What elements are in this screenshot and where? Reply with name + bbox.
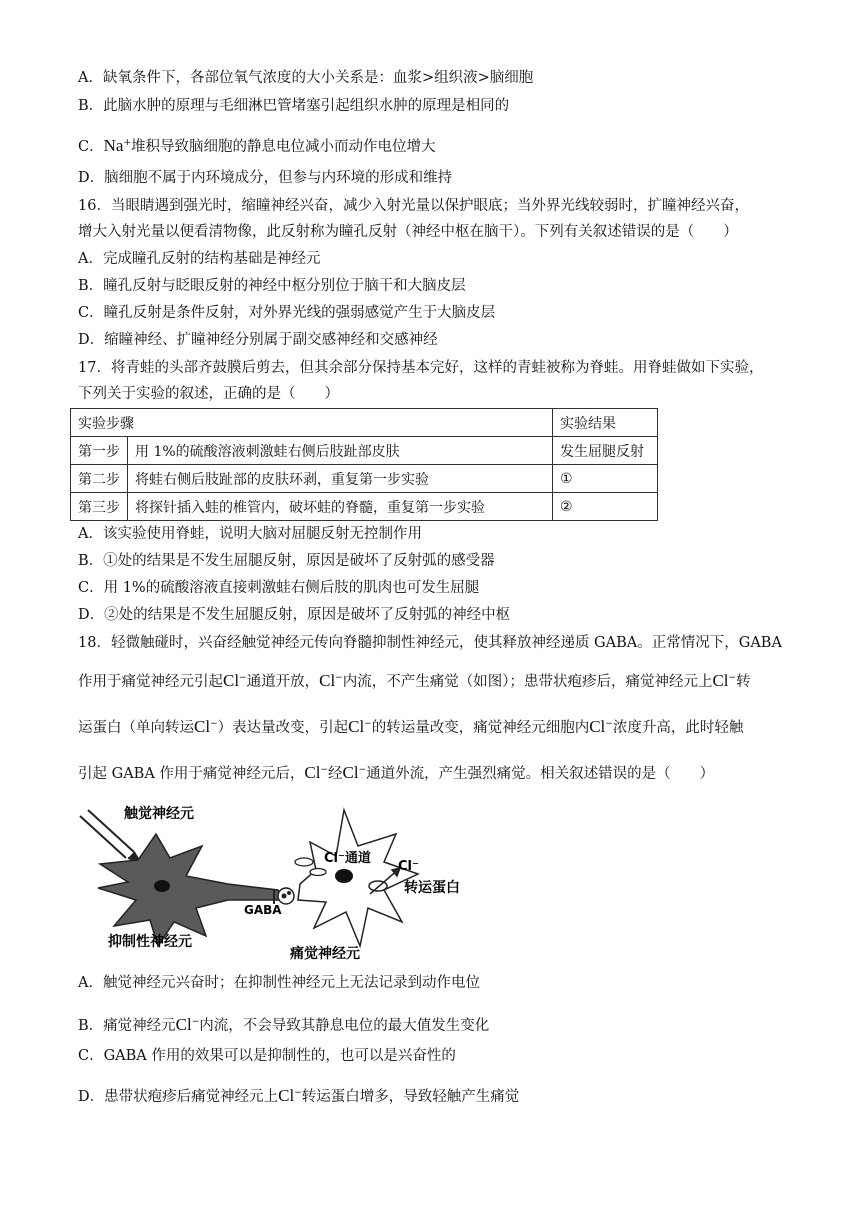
text-segment: 内流，不产生痛觉（如图）；患带状疱疹后，痛觉神经元上 (342, 674, 713, 690)
q16-stem-line1: 16．当眼睛遇到强光时，缩瞳神经兴奋，减少入射光量以保护眼底；当外界光线较弱时，扩瞳神经兴奋， (78, 198, 749, 214)
chloride-symbol: Cl (342, 763, 359, 782)
inhibitory-neuron-body (98, 834, 282, 946)
q18-option-d (78, 1083, 519, 1107)
q15-option-a: A．缺氧条件下，各部位氧气浓度的大小关系是：血浆>组织液>脑细胞 (78, 70, 534, 86)
q16-option-a: A．完成瞳孔反射的结构基础是神经元 (78, 251, 321, 267)
text-segment: ）表达量改变，引起 (217, 720, 349, 736)
chloride-symbol: Cl (175, 1015, 192, 1034)
pain-neuron-label: 痛觉神经元 (290, 946, 360, 962)
desc-cell: 将蛙右侧后肢趾部的皮肤环剥，重复第一步实验 (128, 465, 553, 493)
chloride-symbol: Cl (194, 717, 211, 736)
chloride-symbol: Cl (223, 671, 240, 690)
chloride-charge: − (210, 719, 218, 729)
chloride-symbol: Cl (278, 1086, 295, 1105)
text-segment: 浓度升高，此时轻触 (612, 720, 744, 736)
q15-option-d: D．脑细胞不属于内环境成分，但参与内环境的形成和维持 (78, 170, 453, 186)
experiment-table (70, 408, 658, 521)
q15-option-c-text: 堆积导致脑细胞的静息电位减小而动作电位增大 (130, 139, 436, 155)
cl-channel-shape (295, 858, 313, 866)
q17-stem-line2: 下列关于实验的叙述，正确的是（ ） (78, 386, 339, 402)
result-cell: 发生屈腿反射 (553, 437, 658, 465)
chloride-symbol: Cl (319, 671, 336, 690)
q18-option-a: A．触觉神经元兴奋时；在抑制性神经元上无法记录到动作电位 (78, 975, 480, 991)
table-row (71, 465, 658, 493)
sodium-charge: + (123, 138, 131, 148)
text-segment: 通道外流，产生强烈痛觉。相关叙述错误的是（ ） (366, 766, 715, 782)
header-steps: 实验步骤 (71, 409, 553, 437)
chloride-charge: − (320, 765, 329, 775)
chloride-symbol: Cl (304, 763, 321, 782)
text-segment: D．患带状疱疹后痛觉神经元上 (78, 1089, 279, 1105)
cl-channel-label: Cl⁻通道 (324, 851, 371, 866)
table-header-row (71, 409, 658, 437)
inhibitory-nucleus (154, 880, 170, 892)
q17-stem-line1: 17．将青蛙的头部齐鼓膜后剪去，但其余部分保持基本完好，这样的青蛙被称为脊蛙。用脊蛙做如下实验， (78, 360, 764, 376)
text-segment: 引起 GABA 作用于痛觉神经元后， (78, 766, 305, 782)
q15-option-c (78, 133, 435, 157)
text-segment: 作用于痛觉神经元引起 (78, 674, 223, 690)
q17-option-a: A．该实验使用脊蛙，说明大脑对屈腿反射无控制作用 (78, 526, 422, 542)
desc-cell: 用 1%的硫酸溶液刺激蛙右侧后肢趾部皮肤 (128, 437, 553, 465)
touch-neuron-label: 触觉神经元 (124, 806, 194, 822)
q16-option-b: B．瞳孔反射与眨眼反射的神经中枢分别位于脑干和大脑皮层 (78, 278, 466, 294)
inhibitory-neuron-label: 抑制性神经元 (108, 934, 192, 950)
q16-option-c: C．瞳孔反射是条件反射，对外界光线的强弱感觉产生于大脑皮层 (78, 305, 496, 321)
chloride-symbol: Cl (589, 717, 606, 736)
desc-cell: 将探针插入蛙的椎管内，破坏蛙的脊髓，重复第一步实验 (128, 493, 553, 521)
gaba-label: GABA (244, 903, 282, 917)
text-segment: 的转运量改变，痛觉神经元细胞内 (371, 720, 590, 736)
q17-option-d: D．②处的结果是不发生屈腿反射，原因是破坏了反射弧的神经中枢 (78, 607, 511, 623)
sodium-symbol: Na (103, 136, 124, 155)
pain-neuron-body (298, 810, 418, 946)
pain-nucleus (335, 869, 353, 883)
chloride-symbol: Cl (712, 671, 729, 690)
chloride-charge: − (358, 765, 367, 775)
q18-stem-line4 (78, 760, 714, 784)
text-segment: 通道开放， (246, 674, 320, 690)
chloride-charge: − (335, 673, 343, 683)
q16-stem-line2: 增大入射光量以便看清物像，此反射称为瞳孔反射（神经中枢在脑干）。下列有关叙述错误的是（ ） (78, 224, 738, 240)
table-row (71, 493, 658, 521)
q17-option-c: C．用 1%的硫酸溶液直接刺激蛙右侧后肢的肌肉也可发生屈腿 (78, 580, 480, 596)
cl-ion-label: Cl⁻ (398, 859, 419, 874)
step-cell: 第二步 (71, 465, 128, 493)
chloride-charge: − (239, 673, 247, 683)
q18-stem-line3 (78, 714, 743, 738)
q17-option-b: B．①处的结果是不发生屈腿反射，原因是破坏了反射弧的感受器 (78, 553, 495, 569)
text-segment: B．痛觉神经元 (78, 1018, 176, 1034)
q18-option-c: C．GABA 作用的效果可以是抑制性的，也可以是兴奋性的 (78, 1048, 456, 1064)
table-row (71, 437, 658, 465)
chloride-symbol: Cl (348, 717, 365, 736)
q18-stem-line2 (78, 668, 751, 692)
q15-option-b: B．此脑水肿的原理与毛细淋巴管堵塞引起组织水肿的原理是相同的 (78, 98, 510, 114)
header-result: 实验结果 (553, 409, 658, 437)
text-segment: 经 (328, 766, 343, 782)
step-cell: 第一步 (71, 437, 128, 465)
q15-option-c-prefix: C． (78, 139, 104, 155)
q16-option-d: D．缩瞳神经、扩瞳神经分别属于副交感神经和交感神经 (78, 332, 438, 348)
result-cell: ① (553, 465, 658, 493)
chloride-charge: − (364, 719, 372, 729)
q18-stem-line1: 18．轻微触碰时，兴奋经触觉神经元传向脊髓抑制性神经元，使其释放神经递质 GABA。正常情况下，GABA (78, 635, 782, 651)
text-segment: 转运蛋白增多，导致轻触产生痛觉 (301, 1089, 520, 1105)
chloride-charge: − (605, 719, 613, 729)
chloride-charge: − (294, 1088, 302, 1098)
step-cell: 第三步 (71, 493, 128, 521)
transporter-label: 转运蛋白 (404, 880, 460, 896)
neuron-figure (78, 796, 518, 966)
chloride-charge: − (191, 1017, 200, 1027)
q18-option-b (78, 1012, 489, 1036)
text-segment: 内流，不会导致其静息电位的最大值发生变化 (199, 1018, 490, 1034)
chloride-charge: − (728, 673, 737, 683)
text-segment: 转 (736, 674, 751, 690)
text-segment: 运蛋白（单向转运 (78, 720, 194, 736)
result-cell: ② (553, 493, 658, 521)
